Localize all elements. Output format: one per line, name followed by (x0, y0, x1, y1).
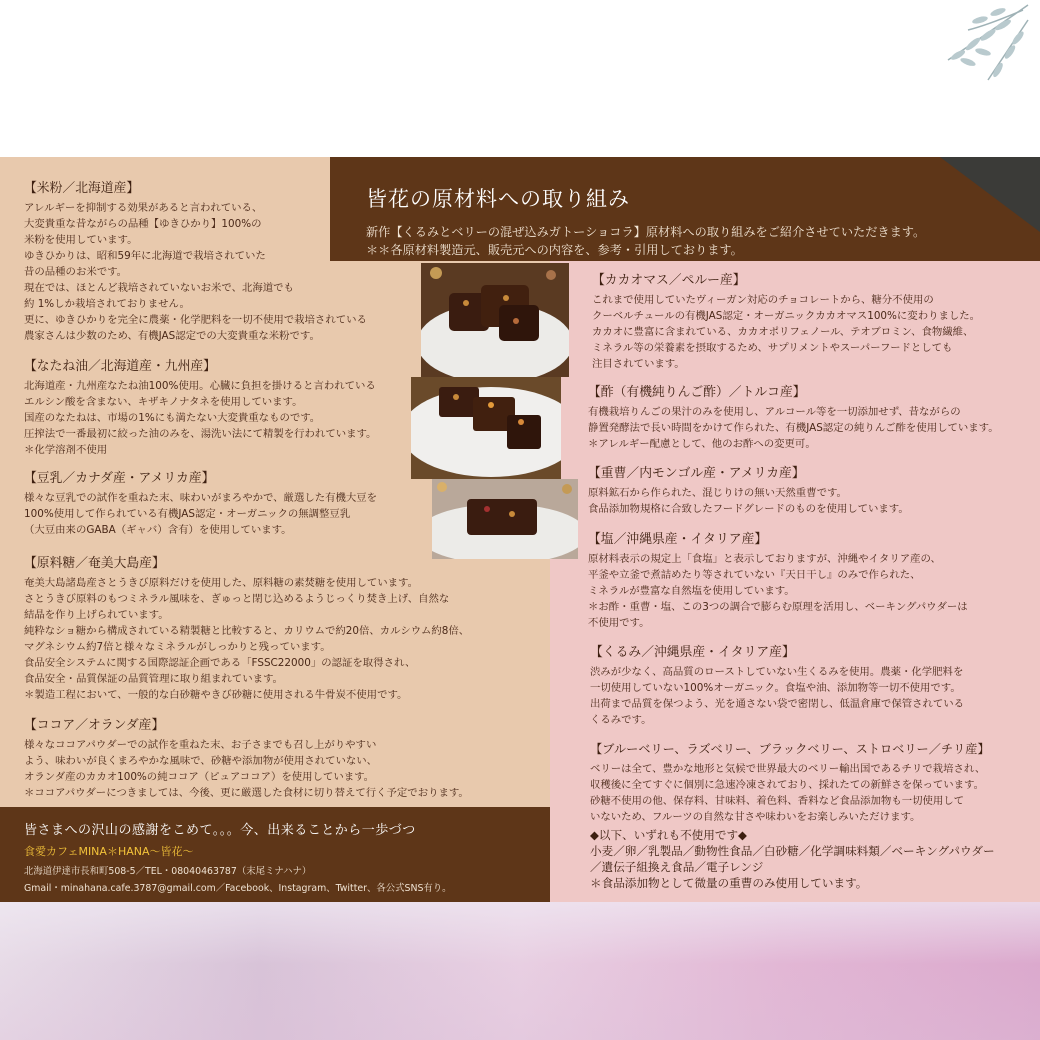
section-line: 様々な豆乳での試作を重ねた末、味わいがまろやかで、厳選した有機大豆を (24, 492, 378, 504)
section-line: 奄美大島諸島産さとうきび原料だけを使用した、原料糖の素焚糖を使用しています。 (24, 577, 419, 589)
section-berries (590, 740, 990, 825)
section-line: アレルギーを抑制する効果があると言われている、 (24, 202, 263, 214)
section-heading: 【米粉／北海道産】 (24, 181, 140, 196)
section-baking-soda (588, 462, 909, 517)
cake-photo-2 (411, 377, 561, 479)
section-heading: 【塩／沖縄県産・イタリア産】 (588, 532, 768, 547)
section-line: 注目されています。 (592, 358, 685, 370)
section-line: 原料鉱石から作られた、混じりけの無い天然重曹です。 (588, 487, 847, 499)
section-line: ＊アレルギー配慮として、他のお酢への変更可。 (588, 438, 816, 450)
section-line: 原材料表示の規定上「食塩」と表示しておりますが、沖縄やイタリア産の、 (588, 553, 941, 565)
section-raw-sugar (24, 552, 469, 703)
footer-tagline: 皆さまへの沢山の感謝をこめて。。。今、出来ることから一歩づつ (24, 823, 416, 838)
section-walnut (590, 641, 964, 728)
section-line: くるみです。 (590, 714, 652, 726)
shop-name: 食愛カフェMINA＊HANA〜皆花〜 (24, 845, 194, 858)
banner-corner (940, 157, 1040, 232)
page-title: 皆花の原材料への取り組み (366, 187, 630, 211)
section-line: ミネラルが豊富な自然塩を使用しています。 (588, 585, 795, 597)
section-line: これまで使用していたヴィーガン対応のチョコレートから、糖分不使用の (592, 294, 934, 306)
top-margin (0, 0, 1040, 157)
section-line: 出荷まで品質を保つよう、光を通さない袋で密閉し、低温倉庫で保管されている (590, 698, 965, 710)
section-line: 有機栽培りんごの果汁のみを使用し、アルコール等を一切添加せず、昔ながらの (588, 406, 961, 418)
section-line: さとうきび原料のもつミネラル風味を、ぎゅっと閉じ込めるようじっくり焚き上げ、自然な (24, 593, 450, 605)
notice-line: ＊食品添加物として微量の重曹のみ使用しています。 (590, 876, 868, 890)
section-line: 渋みが少なく、高品質のローストしていない生くるみを使用。農薬・化学肥料を (590, 666, 964, 678)
blurred-background (0, 902, 1040, 1040)
section-vinegar (588, 381, 999, 452)
notice-heading: ◆以下、いずれも不使用です◆ (590, 828, 747, 842)
section-line: ＊お酢・重曹・塩、この3つの調合で膨らむ原理を活用し、ベーキングパウダーは (588, 601, 968, 613)
section-line: 昔の品種のお米です。 (24, 266, 128, 278)
shop-address: 北海道伊達市長和町508-5／TEL・08040463787（末尾ミナハナ） (24, 866, 312, 877)
section-heading: 【原料糖／奄美大島産】 (24, 556, 165, 571)
section-rapeseed-oil (24, 355, 376, 458)
section-heading: 【カカオマス／ペルー産】 (592, 273, 746, 288)
section-line: 食品安全・品質保証の品質管理に取り組まれています。 (24, 673, 283, 685)
section-line: ミネラル等の栄養素を摂取するため、サプリメントやスーパーフードとしても (592, 342, 953, 354)
section-line: いないため、フルーツの自然な甘さや味わいをお楽しみいただけます。 (590, 811, 921, 823)
section-line: 100%使用して作られている有機JAS認定・オーガニックの無調整豆乳 (24, 508, 351, 520)
section-line: マグネシウム約7倍と様々なミネラルがしっかりと残っています。 (24, 641, 331, 653)
section-heading: 【ココア／オランダ産】 (24, 718, 165, 733)
section-salt (588, 528, 968, 631)
section-line: 様々なココアパウダーでの試作を重ねた末、お子さまでも召し上がりやすい (24, 739, 377, 751)
banner-note: ＊＊各原材料製造元、販売元への内容を、参考・引用しております。 (366, 243, 743, 257)
title-banner (330, 157, 1040, 261)
section-line: 平釜や立釜で煮詰めたり等されていない『天日干し』のみで作られた、 (588, 569, 921, 581)
section-line: ＊ココアパウダーにつきましては、今後、更に厳選した食材に切り替えて行く予定でおります。 (24, 787, 469, 799)
section-cocoa (24, 714, 469, 801)
section-line: 結晶を作り上げられています。 (24, 609, 169, 621)
shop-contact: Gmail・minahana.cafe.3787@gmail.com／Facebook、Instagram、Twitter、各公式SNS有り。 (24, 883, 452, 894)
section-line: よう、味わいが良くまろやかな風味で、砂糖や添加物が使用されていない、 (24, 755, 378, 767)
footer-banner (0, 807, 550, 902)
section-line: 圧搾法で一番最初に絞った油のみを、湯洗い法にて精製を行われています。 (24, 428, 377, 440)
section-line: 静置発酵法で長い時間をかけて作られた、有機JAS認定の純りんご酢を使用しています。 (588, 422, 999, 434)
section-line: 北海道産・九州産なたね油100%使用。心臓に負担を掛けると言われている (24, 380, 376, 392)
notice-line: 小麦／卵／乳製品／動物性食品／白砂糖／化学調味料類／ベーキングパウダー (590, 844, 995, 858)
section-line: ゆきひかりは、昭和59年に北海道で栽培されていた (24, 250, 266, 262)
section-heading: 【重曹／内モンゴル産・アメリカ産】 (588, 466, 805, 481)
section-line: オランダ産のカカオ100%の純ココア（ピュアココア）を使用しています。 (24, 771, 375, 783)
section-line: 国産のなたねは、市場の1%にも満たない大変貴重なものです。 (24, 412, 321, 424)
section-heading: 【なたね油／北海道産・九州産】 (24, 359, 216, 374)
section-cacao-mass (592, 269, 980, 372)
section-line: エルシン酸を含まない、キザキノナタネを使用しています。 (24, 396, 303, 408)
cake-photo-1 (421, 263, 569, 377)
section-line: 大変貴重な昔ながらの品種【ゆきひかり】100%の (24, 218, 262, 230)
cake-photo-3 (432, 479, 578, 559)
section-not-used (590, 827, 995, 891)
leaf-branch-icon (928, 0, 1040, 92)
section-line: 収穫後に全てすぐに個別に急速冷凍されており、採れたての新鮮さを保っています。 (590, 779, 985, 791)
section-line: 農家さんは少数のため、有機JAS認定での大変貴重な米粉です。 (24, 330, 320, 342)
section-heading: 【ブルーベリー、ラズベリー、ブラックベリー、ストロベリー／チリ産】 (590, 742, 990, 756)
section-line: 不使用です。 (588, 617, 650, 629)
section-line: 食品安全システムに関する国際認証企画である「FSSC22000」の認証を取得され、 (24, 657, 416, 669)
section-heading: 【酢（有機純りんご酢）／トルコ産】 (588, 385, 806, 400)
section-heading: 【豆乳／カナダ産・アメリカ産】 (24, 471, 215, 486)
section-heading: 【くるみ／沖縄県産・イタリア産】 (590, 645, 795, 660)
flyer (0, 157, 1040, 902)
section-line: 更に、ゆきひかりを完全に農薬・化学肥料を一切不使用で栽培されている (24, 314, 367, 326)
notice-line: ／遺伝子組換え食品／電子レンジ (590, 860, 764, 874)
section-line: カカオに豊富に含まれている、カカオポリフェノール、テオブロミン、食物繊維、 (592, 326, 974, 338)
section-soy-milk (24, 467, 377, 538)
section-line: 食品添加物規格に合致したフードグレードのものを使用しています。 (588, 503, 909, 515)
section-line: 米粉を使用しています。 (24, 234, 138, 246)
section-line: （大豆由来のGABA（ギャバ）含有）を使用しています。 (24, 524, 292, 536)
section-rice-flour (24, 177, 367, 344)
section-line: ベリーは全て、豊かな地形と気候で世界最大のベリー輸出国であるチリで栽培され、 (590, 763, 986, 775)
banner-subtitle: 新作【くるみとベリーの混ぜ込みガトーショコラ】原材料への取り組みをご紹介させていただきます。 (366, 225, 926, 239)
section-line: 現在では、ほとんど栽培されていないお米で、北海道でも (24, 282, 294, 294)
section-line: 純粋なショ糖から構成されている精製糖と比較すると、カリウムで約20倍、カルシウム約8倍、 (24, 625, 470, 637)
section-line: 約 1%しか栽培されておりません。 (24, 298, 190, 310)
section-line: 一切使用していない100%オーガニック。食塩や油、添加物等一切不使用です。 (590, 682, 961, 694)
section-line: 砂糖不使用の他、保存料、甘味料、着色料、香料など食品添加物も一切使用して (590, 795, 965, 807)
section-line: ＊製造工程において、一般的な白砂糖やきび砂糖に使用される牛骨炭不使用です。 (24, 689, 408, 701)
section-line: ＊化学溶剤不使用 (24, 444, 108, 456)
section-line: クーベルチュールの有機JAS認定・オーガニックカカオマス100%に変わりました。 (592, 310, 981, 322)
